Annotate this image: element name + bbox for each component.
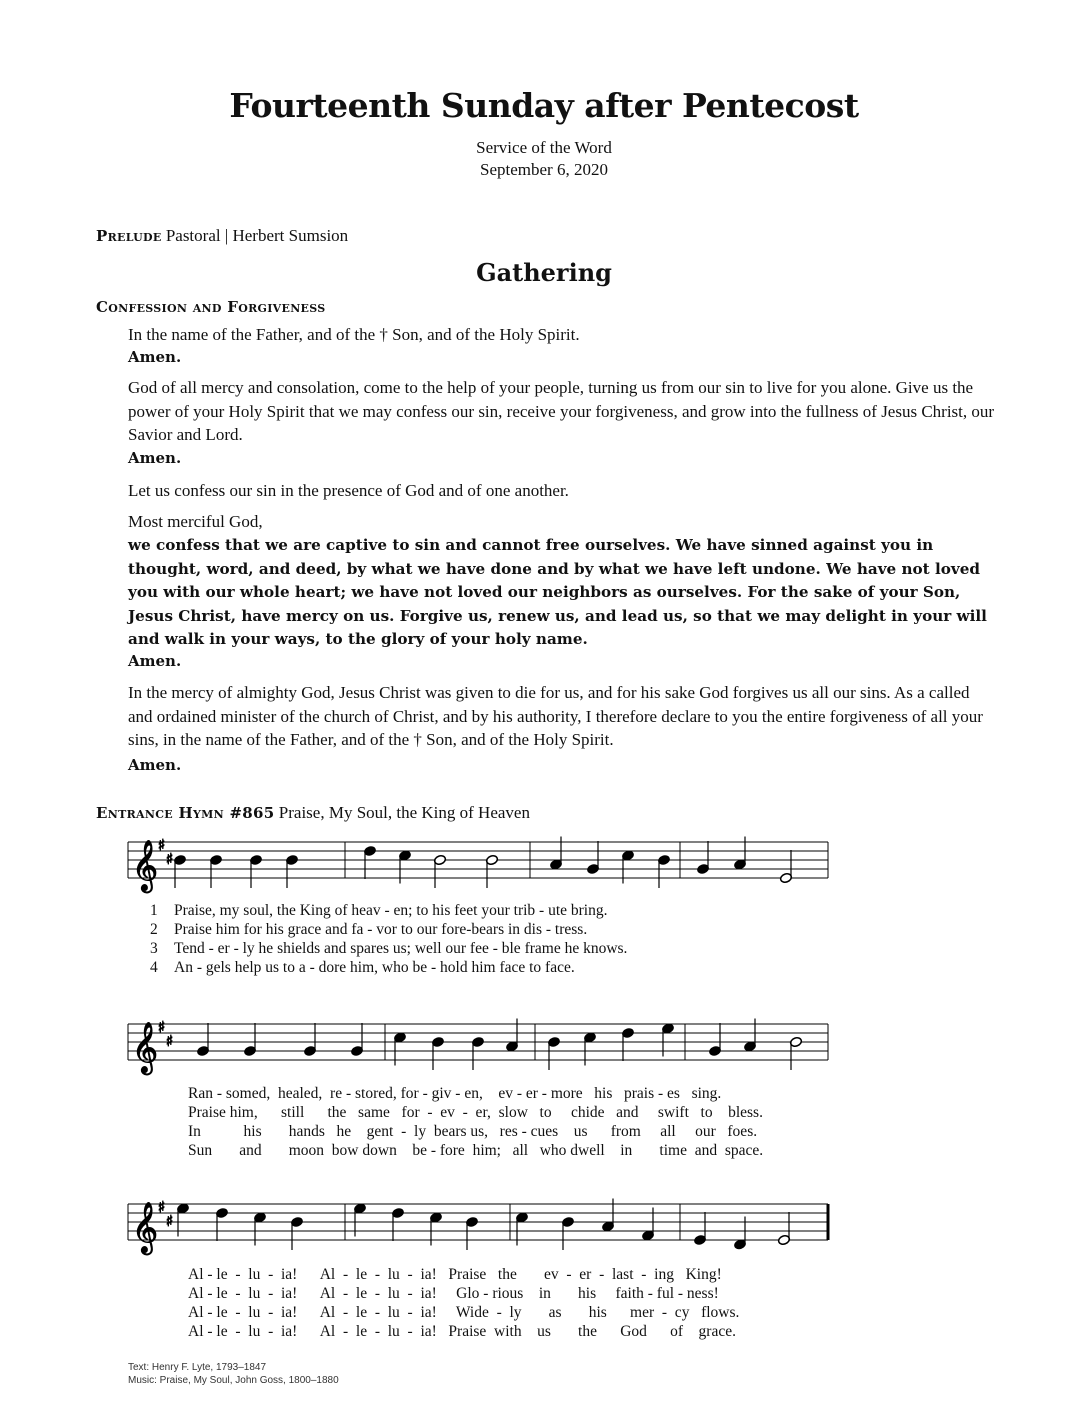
confession-intro: Most merciful God, bbox=[128, 512, 263, 531]
prelude-text: Pastoral | Herbert Sumsion bbox=[165, 226, 349, 245]
service-name: Service of the Word bbox=[476, 138, 612, 157]
sharp-icon: ♯ bbox=[166, 1032, 174, 1050]
amen-response: Amen. bbox=[128, 449, 182, 467]
amen-response: Amen. bbox=[128, 348, 182, 366]
confession-invitation: Let us confess our sin in the presence of God and of one another. bbox=[128, 481, 569, 500]
sharp-icon: ♯ bbox=[158, 836, 166, 854]
lyric-line-text: Praise, my soul, the King of heav - en; to his feet your trib - ute bring. bbox=[174, 902, 608, 919]
sharp-icon: ♯ bbox=[158, 1198, 166, 1216]
sharp-icon: ♯ bbox=[166, 1212, 174, 1230]
amen-response: Amen. bbox=[128, 756, 182, 774]
lyric-line-text: Praise him for his grace and fa - vor to our fore-bears in dis - tress. bbox=[174, 921, 588, 938]
amen-response: Amen. bbox=[128, 652, 182, 670]
invocation-text: In the name of the Father, and of the † Son, and of the Holy Spirit. bbox=[128, 325, 580, 344]
confession-prayer: we confess that we are captive to sin and cannot free ourselves. We have sinned against you in thought, word, and deed, by what we have done and by what we have left undone. We have not loved you with our whole heart; we have not loved our neighbors as ourselves. For the sake of your Son, Jesus Christ, have mercy on us. Forgive us, renew us, and lead us, so that we may delight in your will and walk in your ways, to the glory of your holy name. bbox=[128, 536, 987, 648]
prelude-label: Prelude bbox=[96, 227, 162, 245]
confession-heading: Confession and Forgiveness bbox=[96, 298, 326, 316]
service-date: September 6, 2020 bbox=[480, 160, 608, 179]
hymn-title: Praise, My Soul, the King of Heaven bbox=[278, 803, 530, 822]
sharp-icon: ♯ bbox=[158, 1018, 166, 1036]
treble-clef-icon: 𝄞 bbox=[132, 1202, 159, 1253]
prayer-text: God of all mercy and consolation, come to the help of your people, turning us from our sin to live for you alone. Give us the power of your Holy Spirit that we may confess our sin, receive your forgiveness, and grow into the fullness of Jesus Christ, our Savior and Lord. bbox=[128, 378, 995, 444]
lyric-line-text: Tend - er - ly he shields and spares us; well our fee - ble frame he knows. bbox=[174, 940, 628, 957]
text-credit: Text: Henry F. Lyte, 1793–1847 bbox=[128, 1362, 267, 1373]
sharp-icon: ♯ bbox=[166, 850, 174, 868]
page-title: Fourteenth Sunday after Pentecost bbox=[229, 86, 859, 125]
gathering-heading: Gathering bbox=[476, 258, 612, 287]
lyric-line-text: An - gels help us to a - dore him, who be - hold him face to face. bbox=[174, 959, 575, 976]
treble-clef-icon: 𝄞 bbox=[132, 1022, 159, 1073]
music-credit: Music: Praise, My Soul, John Goss, 1800–1880 bbox=[128, 1375, 339, 1386]
hymn-label: Entrance Hymn #865 bbox=[96, 804, 275, 822]
absolution-text: In the mercy of almighty God, Jesus Christ was given to die for us, and for his sake God forgives us all our sins. As a called and ordained minister of the church of Christ, and by his authority, I therefore declare to you the entire forgiveness of all your sins, in the name of the Father, and of the † Son, and of the Holy Spirit. bbox=[128, 683, 983, 749]
treble-clef-icon: 𝄞 bbox=[132, 840, 159, 891]
